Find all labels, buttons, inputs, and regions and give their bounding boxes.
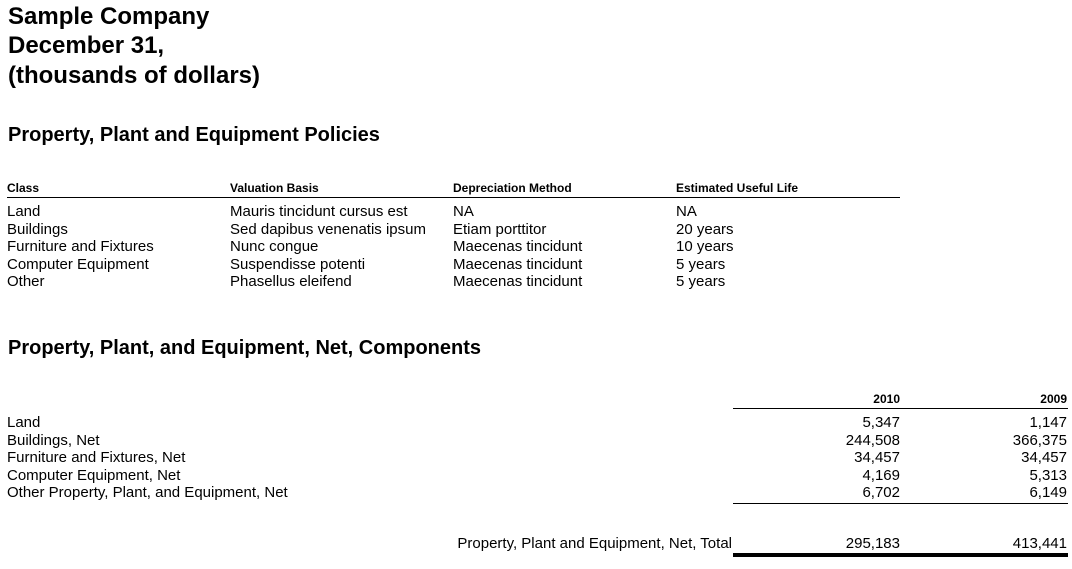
policy-useful-life: 5 years [676, 273, 726, 290]
policy-depreciation-method: Maecenas tincidunt [453, 255, 583, 273]
component-label: Computer Equipment, Net [7, 466, 181, 484]
component-label: Land [7, 414, 41, 431]
component-label: Buildings, Net [7, 431, 100, 449]
report-units: (thousands of dollars) [8, 62, 260, 89]
components-header-rule [733, 408, 1068, 409]
policy-class: Other [7, 273, 45, 290]
policy-useful-life: 10 years [676, 238, 734, 255]
policy-valuation-basis: Sed dapibus venenatis ipsum [230, 220, 426, 238]
company-name: Sample Company [8, 3, 210, 30]
column-header-valuation-basis: Valuation Basis [230, 181, 319, 195]
policy-valuation-basis: Suspendisse potenti [230, 255, 366, 273]
component-value-2009: 1,147 [1029, 414, 1067, 431]
policies-header-rule [7, 197, 900, 198]
component-value-2009: 6,149 [1029, 484, 1067, 501]
component-value-2009: 366,375 [1012, 431, 1067, 449]
policies-title: Property, Plant and Equipment Policies [8, 124, 380, 146]
component-value-2010: 4,169 [862, 466, 900, 484]
total-value-2010: 295,183 [845, 535, 900, 552]
policy-depreciation-method: Maecenas tincidunt [453, 238, 583, 255]
component-value-2010: 6,702 [862, 484, 900, 501]
component-label: Other Property, Plant, and Equipment, Net [7, 484, 288, 501]
component-value-2010: 244,508 [845, 431, 900, 449]
components-title: Property, Plant, and Equipment, Net, Components [8, 337, 481, 359]
component-label: Furniture and Fixtures, Net [7, 449, 186, 466]
policy-class: Furniture and Fixtures [7, 238, 154, 255]
column-header-year-2010: 2010 [873, 392, 900, 406]
policy-depreciation-method: Maecenas tincidunt [453, 273, 583, 290]
column-header-useful-life: Estimated Useful Life [676, 181, 799, 195]
policy-class: Buildings [7, 220, 68, 238]
policy-valuation-basis: Mauris tincidunt cursus est [230, 203, 408, 220]
component-value-2009: 34,457 [1021, 449, 1067, 466]
column-header-depreciation-method: Depreciation Method [453, 181, 572, 195]
policy-useful-life: NA [676, 203, 697, 220]
policy-class: Computer Equipment [7, 255, 149, 273]
policy-valuation-basis: Nunc congue [230, 238, 319, 255]
column-header-class: Class [7, 181, 40, 195]
policy-valuation-basis: Phasellus eleifend [230, 273, 352, 290]
total-double-rule [733, 553, 1068, 557]
policy-useful-life: 5 years [676, 255, 726, 273]
component-value-2009: 5,313 [1029, 466, 1067, 484]
policy-useful-life: 20 years [676, 220, 734, 238]
total-label: Property, Plant and Equipment, Net, Total [457, 535, 732, 552]
policy-depreciation-method: NA [453, 203, 474, 220]
column-header-year-2009: 2009 [1040, 392, 1067, 406]
components-subtotal-rule [733, 503, 1068, 504]
component-value-2010: 5,347 [862, 414, 900, 431]
report-date: December 31, [8, 32, 165, 59]
policy-depreciation-method: Etiam porttitor [453, 220, 547, 238]
total-value-2009: 413,441 [1012, 535, 1067, 552]
policy-class: Land [7, 203, 41, 220]
component-value-2010: 34,457 [854, 449, 900, 466]
